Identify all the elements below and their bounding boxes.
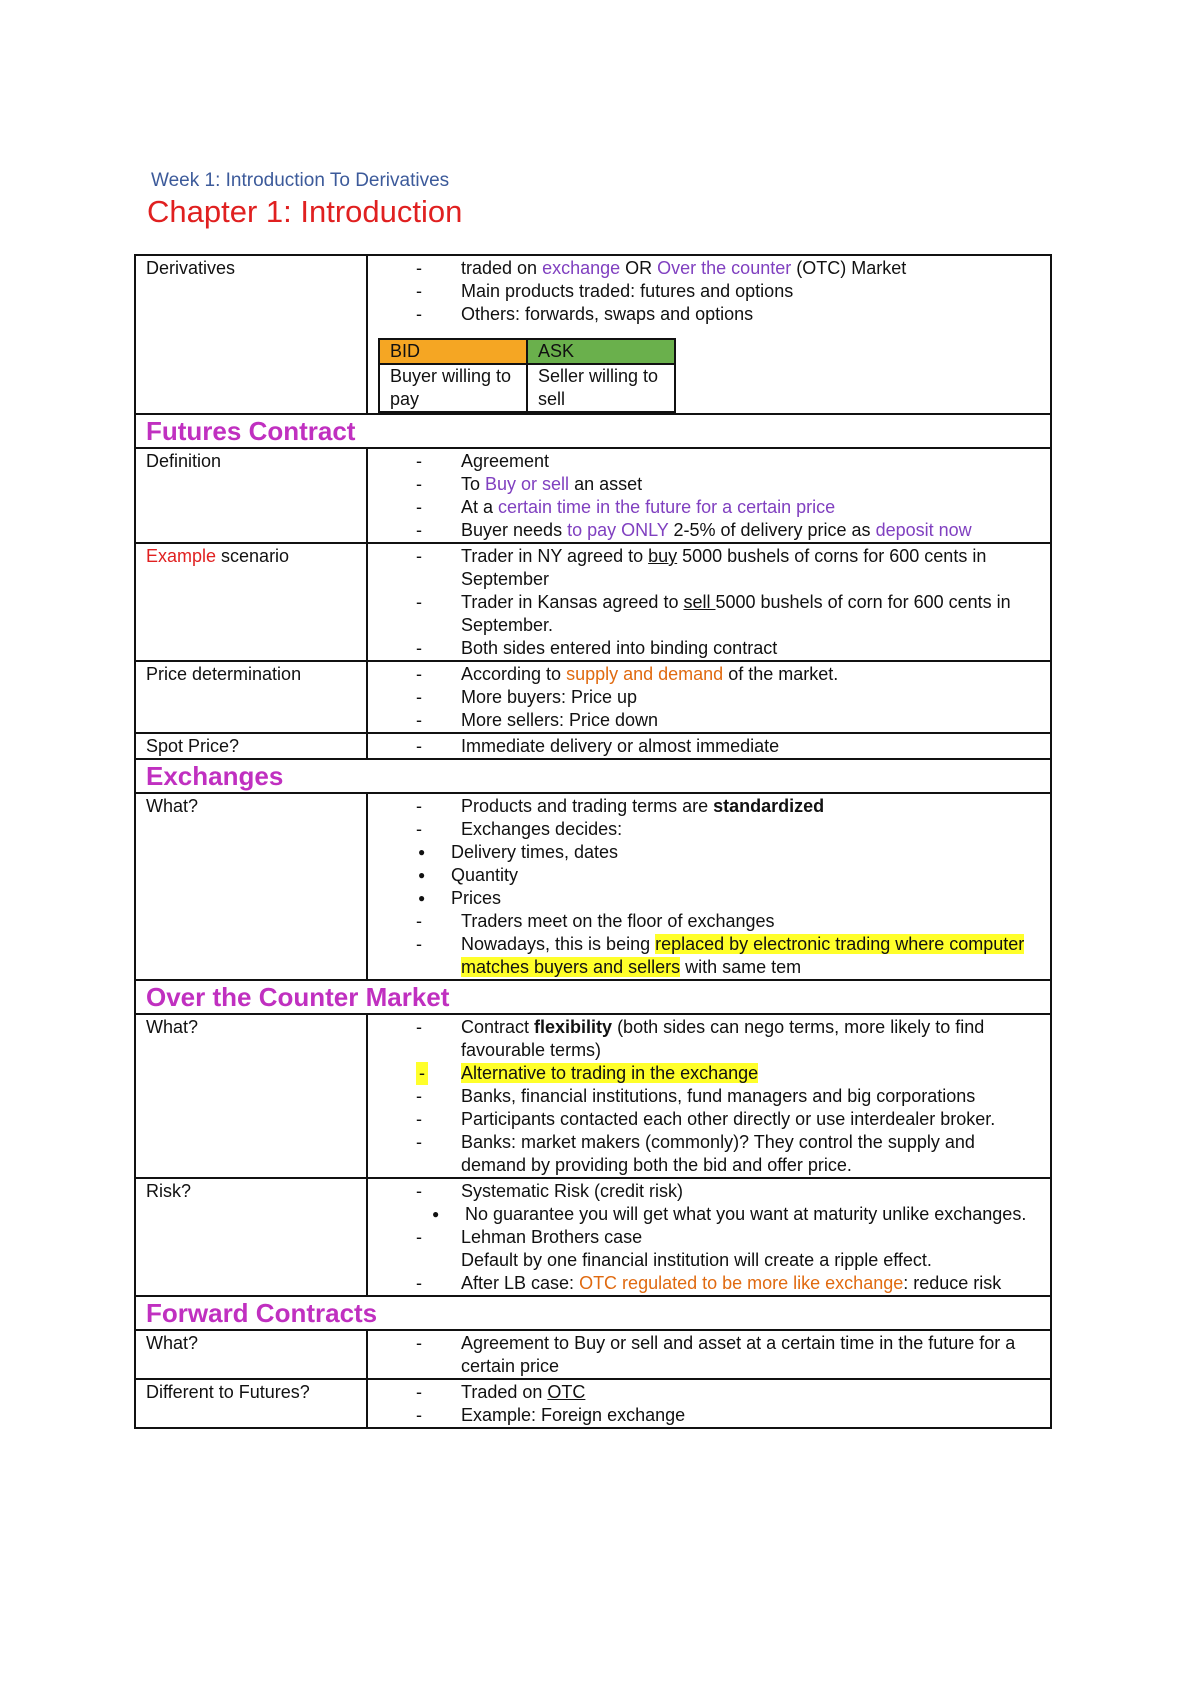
label-what: What?	[135, 1014, 367, 1178]
list-item: - Banks: market makers (commonly)? They control the supply and demand by providing both the bid and offer price.	[378, 1131, 1040, 1177]
list-item: - Agreement to Buy or sell and asset at a certain time in the future for a certain price	[378, 1332, 1040, 1378]
bullet-item: ● Quantity	[378, 864, 1040, 887]
section-heading: Exchanges	[135, 759, 1051, 793]
bid-ask-table	[378, 338, 676, 413]
label-price: Price determination	[135, 661, 367, 733]
section-heading: Futures Contract	[135, 414, 1051, 448]
row-exchanges-what	[135, 793, 1051, 980]
chapter-title: Chapter 1: Introduction	[147, 194, 463, 229]
row-forward-diff	[135, 1379, 1051, 1428]
list-item: - Trader in Kansas agreed to sell 5000 bushels of corn for 600 cents in September.	[378, 591, 1040, 637]
exchange-decides-list	[378, 841, 1040, 910]
different-list	[378, 1381, 1040, 1427]
list-item: - Immediate delivery or almost immediate	[378, 735, 1040, 758]
list-item: - Traders meet on the floor of exchanges	[378, 910, 1040, 933]
list-item: - More buyers: Price up	[378, 686, 1040, 709]
section-heading: Forward Contracts	[135, 1296, 1051, 1330]
section-exchanges	[135, 759, 1051, 793]
ask-header: ASK	[527, 339, 675, 364]
section-futures	[135, 414, 1051, 448]
list-item: - traded on exchange OR Over the counter (OTC) Market	[378, 257, 1040, 280]
list-item: - At a certain time in the future for a certain price	[378, 496, 1040, 519]
list-item: - Others: forwards, swaps and options	[378, 303, 1040, 326]
list-item: - Systematic Risk (credit risk) ● No guarantee you will get what you want at maturity unlike exchanges.	[378, 1180, 1040, 1226]
price-list	[378, 663, 1040, 732]
definition-list	[378, 450, 1040, 542]
list-item: - Trader in NY agreed to buy 5000 bushels of corns for 600 cents in September	[378, 545, 1040, 591]
bullet-item: ● Delivery times, dates	[378, 841, 1040, 864]
bid-description: Buyer willing to pay	[379, 364, 527, 412]
row-definition	[135, 448, 1051, 543]
list-item: - Contract flexibility (both sides can nego terms, more likely to find favourable terms)	[378, 1016, 1040, 1062]
spot-list	[378, 735, 1040, 758]
list-item: - Example: Foreign exchange	[378, 1404, 1040, 1427]
list-item: - To Buy or sell an asset	[378, 473, 1040, 496]
bullet-item: ● No guarantee you will get what you want at maturity unlike exchanges.	[378, 1203, 1040, 1226]
exchanges-list	[378, 795, 1040, 979]
list-item: - More sellers: Price down	[378, 709, 1040, 732]
ask-description: Seller willing to sell	[527, 364, 675, 412]
list-item: - Lehman Brothers case Default by one financial institution will create a ripple effect.	[378, 1226, 1040, 1272]
notes-table	[134, 254, 1052, 1429]
label-what: What?	[135, 1330, 367, 1379]
list-item: - Banks, financial institutions, fund managers and big corporations	[378, 1085, 1040, 1108]
row-price	[135, 661, 1051, 733]
label-derivatives: Derivatives	[135, 255, 367, 414]
row-forward-what	[135, 1330, 1051, 1379]
bid-header: BID	[379, 339, 527, 364]
bullet-item: ● Prices	[378, 887, 1040, 910]
risk-bullet-list	[378, 1203, 1040, 1226]
row-otc-what	[135, 1014, 1051, 1178]
otc-list	[378, 1016, 1040, 1177]
section-forward	[135, 1296, 1051, 1330]
label-definition: Definition	[135, 448, 367, 543]
row-spot	[135, 733, 1051, 759]
list-item: - According to supply and demand of the market.	[378, 663, 1040, 686]
week-title: Week 1: Introduction To Derivatives	[151, 170, 450, 191]
label-risk: Risk?	[135, 1178, 367, 1296]
example-list	[378, 545, 1040, 660]
list-item: - Exchanges decides: ● Delivery times, dates ● Quantity ● Prices	[378, 818, 1040, 910]
section-otc	[135, 980, 1051, 1014]
list-item: - Buyer needs to pay ONLY 2-5% of delivery price as deposit now	[378, 519, 1040, 542]
derivatives-list	[378, 257, 1040, 326]
content-derivatives	[367, 255, 1051, 414]
row-derivatives	[135, 255, 1051, 414]
label-example: Example scenario	[135, 543, 367, 661]
list-item: - Nowadays, this is being replaced by electronic trading where computer matches buyers and sellers with same tem	[378, 933, 1040, 979]
risk-list	[378, 1180, 1040, 1295]
label-what: What?	[135, 793, 367, 980]
label-spot: Spot Price?	[135, 733, 367, 759]
row-example	[135, 543, 1051, 661]
list-item: - After LB case: OTC regulated to be more like exchange: reduce risk	[378, 1272, 1040, 1295]
forward-list	[378, 1332, 1040, 1378]
row-otc-risk	[135, 1178, 1051, 1296]
list-item: - Products and trading terms are standardized	[378, 795, 1040, 818]
list-item: - Traded on OTC	[378, 1381, 1040, 1404]
section-heading: Over the Counter Market	[135, 980, 1051, 1014]
label-different: Different to Futures?	[135, 1379, 367, 1428]
list-item: - Both sides entered into binding contract	[378, 637, 1040, 660]
list-item: - Agreement	[378, 450, 1040, 473]
list-item: - Main products traded: futures and options	[378, 280, 1040, 303]
list-item: - Alternative to trading in the exchange	[378, 1062, 1040, 1085]
list-item: - Participants contacted each other directly or use interdealer broker.	[378, 1108, 1040, 1131]
